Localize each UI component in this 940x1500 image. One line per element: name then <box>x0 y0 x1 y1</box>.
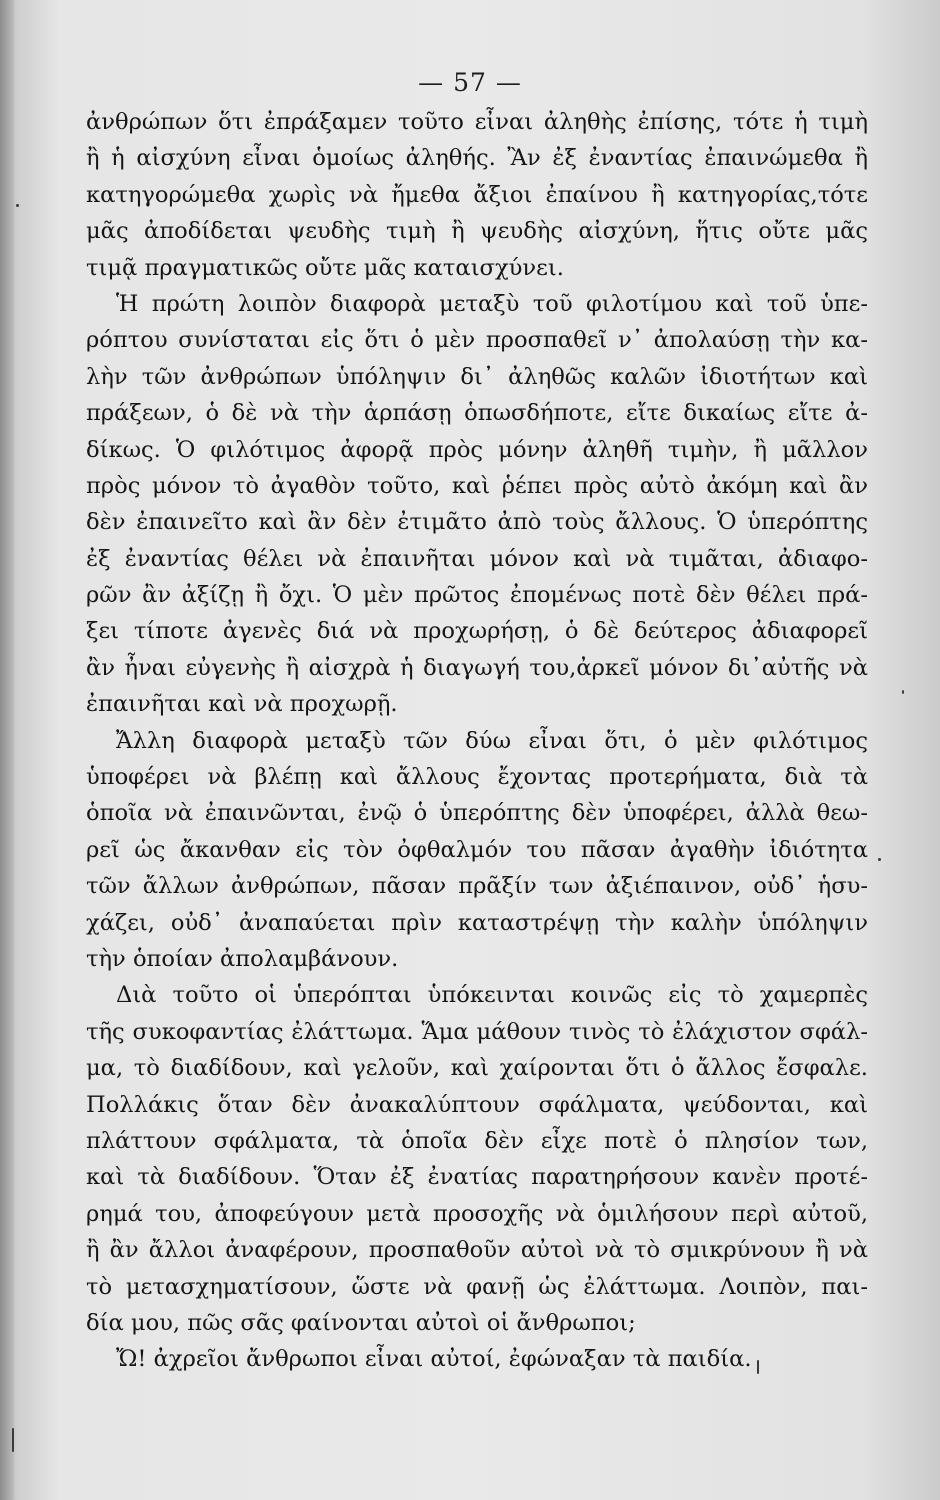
text-line: χάζει, οὐδ᾽ ἀναπαύεται πρὶν καταστρέψῃ τὴν καλὴν ὑπόληψιν <box>86 909 868 936</box>
text-line: ὁποῖα νὰ ἐπαινῶνται, ἐνῷ ὁ ὑπερόπτης δὲν ὑποφέρει, ἀλλὰ θεω- <box>86 800 868 827</box>
paper-speck <box>757 1360 759 1374</box>
text-line: μᾶς ἀποδίδεται ψευδὴς τιμὴ ἢ ψευδὴς αἰσχύνη, ἥτις οὔτε μᾶς <box>86 218 868 245</box>
paper-speck <box>12 1428 14 1452</box>
paper-speck <box>902 690 904 694</box>
text-line: ρεῖ ὡς ἄκανθαν εἰς τὸν ὀφθαλμόν του πᾶσαν ἀγαθὴν ἰδιότητα <box>86 836 868 863</box>
text-line: ξει τίποτε ἀγενὲς διά νὰ προχωρήσῃ, ὁ δὲ δεύτερος ἀδιαφορεῖ <box>86 618 868 645</box>
text-line: δὲν ἐπαινεῖτο καὶ ἂν δὲν ἐτιμᾶτο ἀπὸ τοὺς ἄλλους. Ὁ ὑπερόπτης <box>86 509 868 536</box>
text-line: ἢ ἡ αἰσχύνη εἶναι ὁμοίως ἀληθής. Ἂν ἐξ ἐναντίας ἐπαινώμεθα ἢ <box>86 145 868 172</box>
text-line: ρημά του, ἀποφεύγουν μετὰ προσοχῆς νὰ ὁμιλήσουν περὶ αὐτοῦ, <box>86 1200 868 1227</box>
page-number: — 57 — <box>418 68 522 97</box>
text-line: πράξεων, ὁ δὲ νὰ τὴν ἁρπάσῃ ὁπωσδήποτε, εἴτε δικαίως εἴτε ἀ- <box>86 400 868 427</box>
body-text <box>86 104 868 1378</box>
paper-speck <box>878 858 881 861</box>
text-line: ἐξ ἐναντίας θέλει νὰ ἐπαινῆται μόνον καὶ νὰ τιμᾶται, ἀδιαφο- <box>86 545 868 572</box>
paragraph-start-line: Ὤ! ἀχρεῖοι ἄνθρωποι εἶναι αὐτοί, ἐφώναξαν τὰ παιδία. <box>116 1346 752 1373</box>
text-line: δία μου, πῶς σᾶς φαίνονται αὐτοὶ οἱ ἄνθρωποι; <box>86 1309 636 1336</box>
text-line: τὴν ὁποίαν ἀπολαμβάνουν. <box>86 945 399 972</box>
text-line: τῶν ἄλλων ἀνθρώπων, πᾶσαν πρᾶξίν των ἀξιέπαινον, οὐδ᾽ ἡσυ- <box>86 873 868 900</box>
text-line: ἐπαινῆται καὶ νὰ προχωρῇ. <box>86 691 398 718</box>
text-line: κατηγορώμεθα χωρὶς νὰ ἤμεθα ἄξιοι ἐπαίνου ἢ κατηγορίας,τότε <box>86 181 868 208</box>
text-line: τιμᾷ πραγματικῶς οὔτε μᾶς καταισχύνει. <box>86 254 564 281</box>
text-line: ἀνθρώπων ὅτι ἐπράξαμεν τοῦτο εἶναι ἀληθὴς ἐπίσης, τότε ἡ τιμὴ <box>86 109 868 135</box>
paragraph-start-line: Ἄλλη διαφορὰ μεταξὺ τῶν δύω εἶναι ὅτι, ὁ μὲν φιλότιμος <box>116 727 868 754</box>
paper-speck <box>16 204 19 207</box>
text-line: τῆς συκοφαντίας ἐλάττωμα. Ἅμα μάθουν τινὸς τὸ ἐλάχιστον σφάλ- <box>86 1018 868 1045</box>
text-line: Πολλάκις ὅταν δὲν ἀνακαλύπτουν σφάλματα, ψεύδονται, καὶ <box>86 1091 868 1118</box>
text-line: ἂν ἦναι εὐγενὴς ἢ αἰσχρὰ ἡ διαγωγή του,ἀρκεῖ μόνον δι᾽αὐτῆς νὰ <box>86 654 868 681</box>
text-line: ρῶν ἂν ἀξίζῃ ἢ ὄχι. Ὁ μὲν πρῶτος ἐπομένως ποτὲ δὲν θέλει πρά- <box>86 582 868 609</box>
text-line: ἢ ἂν ἄλλοι ἀναφέρουν, προσπαθοῦν αὐτοὶ νὰ τὸ σμικρύνουν ἢ νὰ <box>86 1237 868 1264</box>
text-line: λὴν τῶν ἀνθρώπων ὑπόληψιν δι᾽ ἀληθῶς καλῶν ἰδιοτήτων καὶ <box>86 363 868 390</box>
text-line: πλάττουν σφάλματα, τὰ ὁποῖα δὲν εἶχε ποτὲ ὁ πλησίον των, <box>86 1127 868 1154</box>
text-line: μα, τὸ διαδίδουν, καὶ γελοῦν, καὶ χαίρονται ὅτι ὁ ἄλλος ἔσφαλε. <box>86 1055 868 1082</box>
paragraph-start-line: Διὰ τοῦτο οἱ ὑπερόπται ὑπόκεινται κοινῶς εἰς τὸ χαμερπὲς <box>116 982 868 1009</box>
paragraph-start-line: Ἡ πρώτη λοιπὸν διαφορὰ μεταξὺ τοῦ φιλοτίμου καὶ τοῦ ὑπε- <box>116 290 868 317</box>
text-line: ρόπτου συνίσταται εἰς ὅτι ὁ μὲν προσπαθεῖ ν᾽ ἀπολαύσῃ τὴν κα- <box>86 327 868 354</box>
text-line: δίκως. Ὁ φιλότιμος ἀφορᾷ πρὸς μόνην ἀληθῆ τιμὴν, ἢ μᾶλλον <box>86 436 868 463</box>
text-line: καὶ τὰ διαδίδουν. Ὅταν ἐξ ἐνατίας παρατηρήσουν κανὲν προτέ- <box>86 1164 868 1191</box>
text-line: τὸ μετασχηματίσουν, ὥστε νὰ φανῇ ὡς ἐλάττωμα. Λοιπὸν, παι- <box>86 1273 868 1300</box>
page-binding-shadow <box>0 0 14 1500</box>
text-line: ὑποφέρει νὰ βλέπῃ καὶ ἄλλους ἔχοντας προτερήματα, διὰ τὰ <box>86 764 868 791</box>
text-line: πρὸς μόνον τὸ ἀγαθὸν τοῦτο, καὶ ῥέπει πρὸς αὐτὸ ἀκόμη καὶ ἂν <box>86 472 868 499</box>
